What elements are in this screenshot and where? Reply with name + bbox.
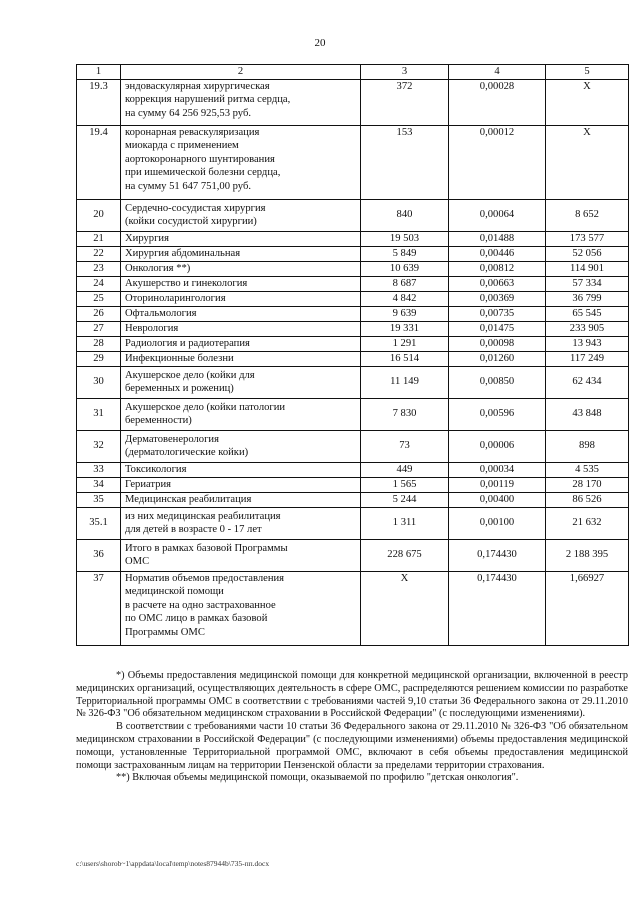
row-name-line: ОМС	[125, 556, 150, 567]
table-row	[77, 336, 629, 351]
row-number-cell: 34	[77, 477, 121, 492]
row-col4-cell: 0,00596	[449, 398, 546, 430]
row-name-cell	[121, 507, 361, 539]
table-row	[77, 79, 629, 125]
row-col5-cell: 86 526	[546, 492, 629, 507]
row-col4-cell: 0,00064	[449, 199, 546, 231]
row-col5-cell: 36 799	[546, 291, 629, 306]
row-col4-cell: 0,00663	[449, 276, 546, 291]
row-col4-cell: 0,00446	[449, 246, 546, 261]
row-name-cell	[121, 477, 361, 492]
row-name-line: Офтальмология	[125, 307, 197, 319]
table-row	[77, 351, 629, 366]
row-number-cell: 24	[77, 276, 121, 291]
row-col5-cell: Х	[546, 125, 629, 199]
row-number-cell: 36	[77, 539, 121, 571]
row-name-cell	[121, 261, 361, 276]
table-row	[77, 477, 629, 492]
row-col5-cell: 13 943	[546, 336, 629, 351]
row-col5-cell: 8 652	[546, 199, 629, 231]
row-name-line: Хирургия	[125, 232, 169, 244]
row-name-line: беременных и рожениц)	[125, 383, 234, 394]
row-name-line: на сумму 64 256 925,53 руб.	[125, 107, 252, 119]
row-col4-cell: 0,00098	[449, 336, 546, 351]
row-name-line: Неврология	[125, 322, 179, 334]
table-row	[77, 231, 629, 246]
row-number-cell: 32	[77, 430, 121, 462]
row-name-cell	[121, 366, 361, 398]
row-name-cell	[121, 246, 361, 261]
page-number: 20	[314, 37, 326, 49]
row-col5-cell: 52 056	[546, 246, 629, 261]
row-name-cell	[121, 539, 361, 571]
row-name-line: Сердечно-сосудистая хирургия	[125, 202, 266, 214]
row-name-cell	[121, 351, 361, 366]
row-name-line: коррекция нарушений ритма сердца,	[125, 94, 291, 105]
row-col3-cell: 73	[361, 430, 449, 462]
table-header-row	[77, 65, 629, 80]
table-row	[77, 276, 629, 291]
table-row	[77, 462, 629, 477]
row-name-line: (койки сосудистой хирургии)	[125, 216, 257, 227]
row-col5-cell: 43 848	[546, 398, 629, 430]
row-col5-cell: 173 577	[546, 231, 629, 246]
row-col3-cell: 840	[361, 199, 449, 231]
row-col5-cell: 28 170	[546, 477, 629, 492]
row-name-line: Радиология и радиотерапия	[125, 337, 250, 349]
row-col5-cell: 62 434	[546, 366, 629, 398]
row-col4-cell: 0,00119	[449, 477, 546, 492]
table-row	[77, 507, 629, 539]
row-name-cell	[121, 291, 361, 306]
table-row	[77, 199, 629, 231]
row-name-line: Программы ОМС	[125, 626, 205, 638]
table-row	[77, 430, 629, 462]
row-col3-cell: 1 565	[361, 477, 449, 492]
row-col4-cell: 0,174430	[449, 571, 546, 645]
row-name-line: беременности)	[125, 415, 192, 426]
table-row	[77, 246, 629, 261]
row-name-cell	[121, 306, 361, 321]
row-col3-cell: 16 514	[361, 351, 449, 366]
row-name-line: миокарда с применением	[125, 140, 239, 151]
row-col3-cell: 19 331	[361, 321, 449, 336]
row-name-line: для детей в возрасте 0 - 17 лет	[125, 524, 262, 535]
row-col3-cell: 228 675	[361, 539, 449, 571]
row-col5-cell: 898	[546, 430, 629, 462]
file-path-footer: c:\users\shorob~1\appdata\local\temp\notes87944b\735-пп.docx	[76, 859, 270, 868]
header-cell: 4	[449, 65, 546, 80]
row-number-cell: 30	[77, 366, 121, 398]
row-col3-cell: 153	[361, 125, 449, 199]
row-name-line: из них медицинская реабилитация	[125, 510, 281, 522]
row-col3-cell: 449	[361, 462, 449, 477]
row-number-cell: 31	[77, 398, 121, 430]
row-name-line: Дерматовенерология	[125, 433, 219, 445]
row-col4-cell: 0,00034	[449, 462, 546, 477]
row-col4-cell: 0,00400	[449, 492, 546, 507]
row-col4-cell: 0,00012	[449, 125, 546, 199]
row-name-cell	[121, 125, 361, 199]
row-col3-cell: 8 687	[361, 276, 449, 291]
row-number-cell: 28	[77, 336, 121, 351]
row-name-line: в расчете на одно застрахованное	[125, 599, 276, 611]
row-col4-cell: 0,00006	[449, 430, 546, 462]
row-name-line: Акушерское дело (койки для	[125, 369, 255, 381]
row-col5-cell: 2 188 395	[546, 539, 629, 571]
row-col4-cell: 0,00028	[449, 79, 546, 125]
row-name-line: Медицинская реабилитация	[125, 493, 252, 505]
row-name-line: Акушерское дело (койки патологии	[125, 401, 286, 413]
row-number-cell: 37	[77, 571, 121, 645]
row-col3-cell: 19 503	[361, 231, 449, 246]
row-col5-cell: 21 632	[546, 507, 629, 539]
row-number-cell: 29	[77, 351, 121, 366]
row-col5-cell: 117 249	[546, 351, 629, 366]
row-col4-cell: 0,01475	[449, 321, 546, 336]
table-row	[77, 291, 629, 306]
row-name-line: по ОМС лицо в рамках базовой	[125, 613, 268, 624]
row-name-line: на сумму 51 647 751,00 руб.	[125, 180, 252, 192]
row-col5-cell: 57 334	[546, 276, 629, 291]
row-name-line: эндоваскулярная хирургическая	[125, 80, 270, 92]
row-name-line: Токсикология	[125, 463, 187, 475]
table-row	[77, 539, 629, 571]
row-col3-cell: 5 849	[361, 246, 449, 261]
footnote-1: *) Объемы предоставления медицинской помощи для конкретной медицинской организации, включенной в реестр медицинских организаций, осуществляющих деятельность в сфере ОМС, распределяются решением комиссии по разработке Территориальной программы ОМС в соответствии с требованиями частей 9,10 статьи 36 Федерального закона от 29.11.2010 № 326-ФЗ "Об обязательном медицинском страховании в Российской Федерации" (с последующими изменениями).	[76, 670, 628, 720]
row-col3-cell: 1 311	[361, 507, 449, 539]
row-name-cell	[121, 336, 361, 351]
row-name-cell	[121, 398, 361, 430]
row-col4-cell: 0,01488	[449, 231, 546, 246]
row-name-line: Норматив объемов предоставления	[125, 572, 285, 584]
row-col3-cell: 4 842	[361, 291, 449, 306]
row-col3-cell: 11 149	[361, 366, 449, 398]
row-name-cell	[121, 492, 361, 507]
row-number-cell: 27	[77, 321, 121, 336]
row-name-cell	[121, 199, 361, 231]
row-name-cell	[121, 462, 361, 477]
row-col3-cell: 1 291	[361, 336, 449, 351]
row-name-cell	[121, 276, 361, 291]
row-number-cell: 21	[77, 231, 121, 246]
row-name-line: Инфекционные болезни	[125, 352, 234, 364]
row-number-cell: 19.4	[77, 125, 121, 199]
row-name-line: Акушерство и гинекология	[125, 277, 248, 289]
row-col4-cell: 0,00369	[449, 291, 546, 306]
row-name-line: Оториноларингология	[125, 292, 226, 304]
row-col5-cell: 233 905	[546, 321, 629, 336]
row-name-line: аортокоронарного шунтирования	[125, 153, 275, 165]
row-name-cell	[121, 430, 361, 462]
row-name-cell	[121, 79, 361, 125]
row-col4-cell: 0,01260	[449, 351, 546, 366]
row-name-line: коронарная реваскуляризация	[125, 126, 260, 138]
footnote-3: **) Включая объемы медицинской помощи, оказываемой по профилю "детская онкология".	[116, 772, 519, 784]
row-col4-cell: 0,174430	[449, 539, 546, 571]
row-col3-cell: 10 639	[361, 261, 449, 276]
row-col5-cell: 114 901	[546, 261, 629, 276]
row-number-cell: 35	[77, 492, 121, 507]
row-name-line: Гериатрия	[125, 478, 172, 490]
row-name-line: Онкология **)	[125, 262, 191, 274]
volumes-table	[76, 64, 629, 646]
table-row	[77, 125, 629, 199]
table-row	[77, 366, 629, 398]
row-col5-cell: 4 535	[546, 462, 629, 477]
table-row	[77, 571, 629, 645]
header-cell: 5	[546, 65, 629, 80]
table-row	[77, 398, 629, 430]
row-col3-cell: 5 244	[361, 492, 449, 507]
row-name-line: при ишемической болезни сердца,	[125, 167, 281, 178]
row-name-cell	[121, 571, 361, 645]
footnote-2: В соответствии с требованиями части 10 статьи 36 Федерального закона от 29.11.2010 № 326-ФЗ "Об обязательном медицинском страховании в Российской Федерации" (с последующими изменениями) объемы предоставления медицинской помощи, установленные Территориальной программой ОМС, включают в себя объемы предоставления медицинской помощи застрахованным лицам на территории Пензенской области за пределами территории страхования.	[76, 721, 628, 771]
row-number-cell: 23	[77, 261, 121, 276]
row-col4-cell: 0,00735	[449, 306, 546, 321]
table-row	[77, 261, 629, 276]
row-col3-cell: 9 639	[361, 306, 449, 321]
row-number-cell: 22	[77, 246, 121, 261]
footnotes	[76, 670, 628, 785]
header-cell: 1	[77, 65, 121, 80]
row-number-cell: 35.1	[77, 507, 121, 539]
table-row	[77, 492, 629, 507]
row-col4-cell: 0,00812	[449, 261, 546, 276]
row-col5-cell: Х	[546, 79, 629, 125]
row-number-cell: 20	[77, 199, 121, 231]
header-cell: 2	[121, 65, 361, 80]
table-row	[77, 306, 629, 321]
row-number-cell: 25	[77, 291, 121, 306]
row-col3-cell: Х	[361, 571, 449, 645]
row-col4-cell: 0,00850	[449, 366, 546, 398]
row-number-cell: 33	[77, 462, 121, 477]
row-name-line: Итого в рамках базовой Программы	[125, 542, 288, 554]
row-number-cell: 26	[77, 306, 121, 321]
row-col4-cell: 0,00100	[449, 507, 546, 539]
row-name-line: медицинской помощи	[125, 586, 224, 597]
row-col5-cell: 1,66927	[546, 571, 629, 645]
row-number-cell: 19.3	[77, 79, 121, 125]
header-cell: 3	[361, 65, 449, 80]
row-name-cell	[121, 231, 361, 246]
row-col5-cell: 65 545	[546, 306, 629, 321]
row-col3-cell: 372	[361, 79, 449, 125]
row-name-line: (дерматологические койки)	[125, 447, 249, 458]
row-col3-cell: 7 830	[361, 398, 449, 430]
row-name-cell	[121, 321, 361, 336]
row-name-line: Хирургия абдоминальная	[125, 247, 241, 259]
table-row	[77, 321, 629, 336]
